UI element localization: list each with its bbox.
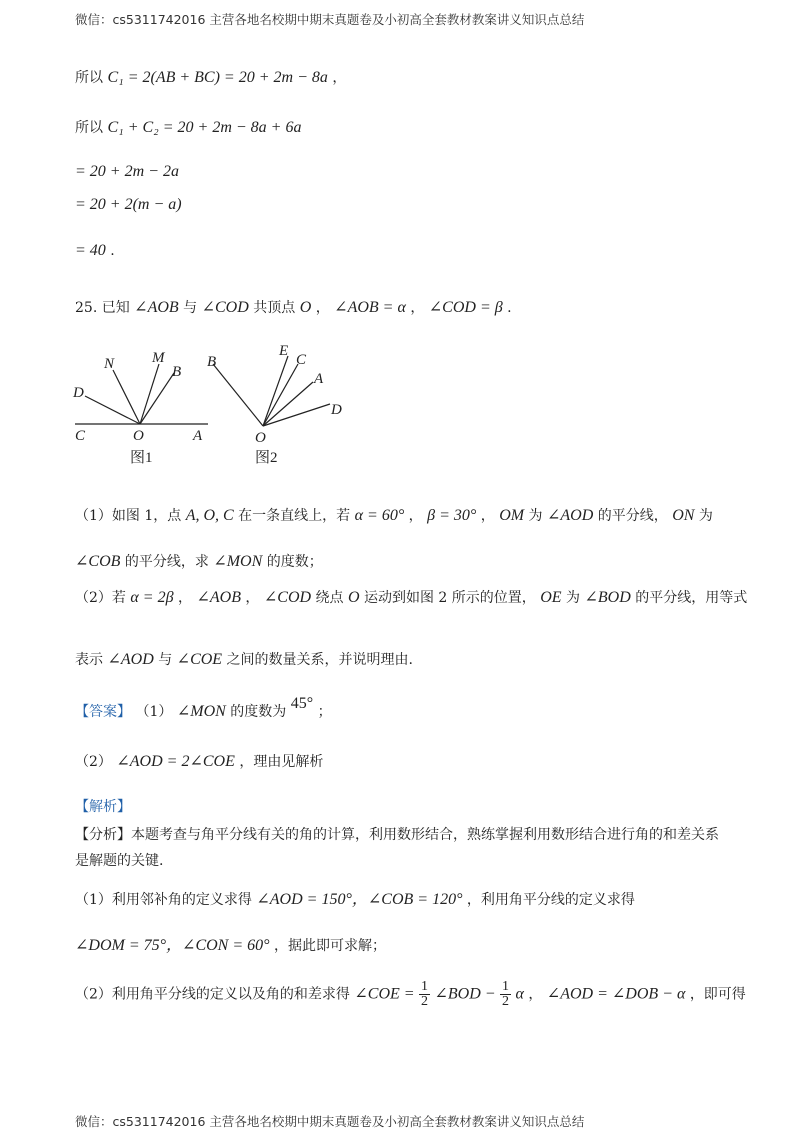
- analysis-text: ，即可得: [689, 986, 746, 1003]
- answer-math: ∠MON: [176, 703, 226, 720]
- q2-math: ∠BOD: [584, 589, 631, 606]
- analysis-math: ∠AOD = 150°，∠COB = 120°: [256, 891, 463, 908]
- q2-math: ∠AOD: [107, 651, 154, 668]
- figure-1: [75, 364, 208, 424]
- fig1-label-d: D: [73, 385, 84, 401]
- q1-text: ，: [408, 508, 423, 524]
- problem-text: ，: [410, 300, 425, 316]
- calc-l5-suffix: .: [110, 243, 115, 259]
- problem-math: ∠COD: [201, 299, 249, 316]
- q2-math: OE: [540, 589, 562, 606]
- q1-text: 的平分线，求: [124, 554, 209, 570]
- answer-math: ∠AOD = 2∠COE: [116, 753, 235, 770]
- analysis-summary-2: 是解题的关键.: [75, 853, 164, 869]
- calc-l1-suffix: ，: [332, 70, 347, 86]
- q2-text: 与: [158, 652, 173, 668]
- analysis-p2-line-1: [75, 980, 746, 1009]
- fig2-label-e: E: [279, 343, 289, 359]
- fraction-numerator: 1: [421, 979, 429, 994]
- calc-l5-math: = 40: [75, 242, 106, 259]
- answer-line-1: [75, 695, 332, 722]
- fig1-label-o: O: [133, 428, 144, 444]
- q1-math: OM: [499, 507, 525, 524]
- calc-l1-prefix: 所以: [75, 70, 103, 86]
- calc-l2-math: C₁ + C₂ = 20 + 2m − 8a + 6a: [107, 119, 302, 136]
- answer-math: 45°: [290, 695, 314, 712]
- q2-text: （2）若: [75, 590, 126, 606]
- analysis-text: （1）利用邻补角的定义求得: [75, 892, 252, 908]
- q1-math: ∠COB: [75, 553, 121, 570]
- q2-text: 的平分线，用等式: [635, 590, 748, 606]
- q1-math: ∠AOD: [547, 507, 594, 524]
- problem-math: ∠COD = β: [428, 299, 503, 316]
- q1-text: ，: [480, 508, 495, 524]
- q2-line-2: [75, 650, 413, 670]
- answer-text: ，理由见解析: [239, 754, 324, 770]
- analysis-math: ∠AOD = ∠DOB − α: [546, 985, 686, 1003]
- q2-text: 运动到如图 2 所示的位置，: [363, 590, 536, 606]
- q1-math: β = 30°: [427, 507, 477, 524]
- fig2-ray-ob: [213, 364, 263, 426]
- calc-line-2: [75, 118, 301, 138]
- problem-math: O: [299, 299, 312, 316]
- calc-l2-prefix: 所以: [75, 120, 103, 136]
- fraction-denominator: 2: [502, 994, 510, 1009]
- fraction-half-1: [419, 980, 430, 1009]
- analysis-text: ，: [528, 986, 543, 1003]
- q2-line-1: [75, 588, 747, 608]
- q1-math: α = 60°: [354, 507, 405, 524]
- q2-text: ，: [178, 590, 192, 606]
- problem-text: .: [507, 300, 512, 316]
- answer-text: （2）: [75, 754, 112, 770]
- q2-text: 之间的数量关系，并说明理由.: [226, 652, 413, 668]
- calc-l4-math: = 20 + 2(m − a): [75, 196, 182, 213]
- problem-text: 与: [183, 300, 198, 316]
- fig1-ray-ob: [140, 373, 174, 424]
- calc-line-5: [75, 241, 115, 261]
- q1-line-2: [75, 552, 323, 572]
- fig1-ray-on: [113, 370, 140, 424]
- fig1-ray-om: [140, 364, 159, 424]
- fig1-label-m: M: [152, 350, 165, 366]
- analysis-tag: 【解析】: [75, 799, 131, 815]
- q1-line-1: [75, 506, 713, 526]
- q1-text: 的平分线，: [597, 508, 668, 524]
- analysis-summary-1: 【分析】本题考查与角平分线有关的角的计算，利用数形结合，熟练掌握利用数形结合进行角的和差关系: [75, 827, 719, 843]
- q2-text: 绕点: [315, 590, 344, 606]
- fig1-label-n: N: [104, 356, 115, 372]
- fig1-caption: 图1: [130, 450, 153, 466]
- fraction-denominator: 2: [421, 994, 429, 1009]
- fig2-label-c: C: [296, 352, 307, 368]
- q1-text: 为: [528, 508, 543, 524]
- q2-text: ，: [245, 590, 260, 606]
- q1-text: 为: [698, 508, 713, 524]
- answer-line-2: [75, 752, 323, 772]
- fraction-numerator: 1: [502, 979, 510, 994]
- problem-text: 25. 已知: [75, 300, 130, 316]
- fig2-label-d: D: [331, 402, 342, 418]
- calc-l3-math: = 20 + 2m − 2a: [75, 163, 179, 180]
- analysis-text: （2）利用角平分线的定义以及角的和差求得: [75, 986, 350, 1003]
- q2-math: O: [347, 589, 360, 606]
- analysis-math: ∠BOD −: [434, 985, 496, 1003]
- page-header: 微信：cs5311742016 主营各地名校期中期末真题卷及小初高全套教材教案讲义知识点总结: [75, 12, 585, 27]
- analysis-text: ，利用角平分线的定义求得: [466, 892, 635, 908]
- analysis-math: ∠DOM = 75°，∠CON = 60°: [75, 937, 270, 954]
- fig1-label-a: A: [193, 428, 203, 444]
- fig1-label-c: C: [75, 428, 86, 444]
- answer-text: （1）: [135, 704, 173, 720]
- q1-math: ∠MON: [213, 553, 263, 570]
- q1-math: A, O, C: [185, 507, 234, 524]
- q2-math: α = 2β: [130, 589, 174, 606]
- analysis-p1-line-1: [75, 890, 635, 910]
- q2-text: 为: [566, 590, 581, 606]
- q2-math: ∠AOB: [196, 589, 241, 606]
- q1-text: 的度数；: [266, 554, 323, 570]
- fig1-label-b: B: [172, 364, 182, 380]
- analysis-math: ∠COE =: [354, 985, 415, 1003]
- q2-math: ∠COE: [176, 651, 223, 668]
- q2-math: ∠COD: [263, 589, 312, 606]
- fig1-ray-od: [85, 396, 140, 424]
- q2-text: 表示: [75, 652, 103, 668]
- fig2-label-b: B: [207, 354, 217, 370]
- calc-line-3: [75, 162, 179, 182]
- calc-line-4: [75, 195, 182, 215]
- analysis-text: ，据此即可求解；: [274, 938, 386, 954]
- answer-text: ；: [317, 704, 332, 720]
- fraction-half-2: [500, 980, 511, 1009]
- problem-text: ，: [315, 300, 330, 316]
- problem-intro: [75, 298, 512, 318]
- fig2-label-o: O: [255, 430, 266, 446]
- fig2-caption: 图2: [255, 450, 278, 466]
- answer-tag: 【答案】: [75, 704, 131, 720]
- calc-l1-math: C₁ = 2(AB + BC) = 20 + 2m − 8a: [107, 69, 328, 86]
- problem-text: 共顶点: [253, 300, 296, 316]
- calc-line-1: [75, 68, 346, 88]
- problem-math: ∠AOB: [134, 299, 179, 316]
- answer-text: 的度数为: [230, 704, 287, 720]
- page-footer: 微信：cs5311742016 主营各地名校期中期末真题卷及小初高全套教材教案讲义知识点总结: [75, 1114, 585, 1129]
- analysis-p1-line-2: [75, 936, 386, 956]
- geometry-figures: [60, 340, 380, 470]
- q1-math: ON: [672, 507, 695, 524]
- analysis-math: α: [515, 985, 524, 1003]
- problem-math: ∠AOB = α: [334, 299, 406, 316]
- q1-text: （1）如图 1，点: [75, 508, 182, 524]
- q1-text: 在一条直线上，若: [238, 508, 351, 524]
- fig2-label-a: A: [314, 371, 324, 387]
- figure-2: [213, 356, 330, 426]
